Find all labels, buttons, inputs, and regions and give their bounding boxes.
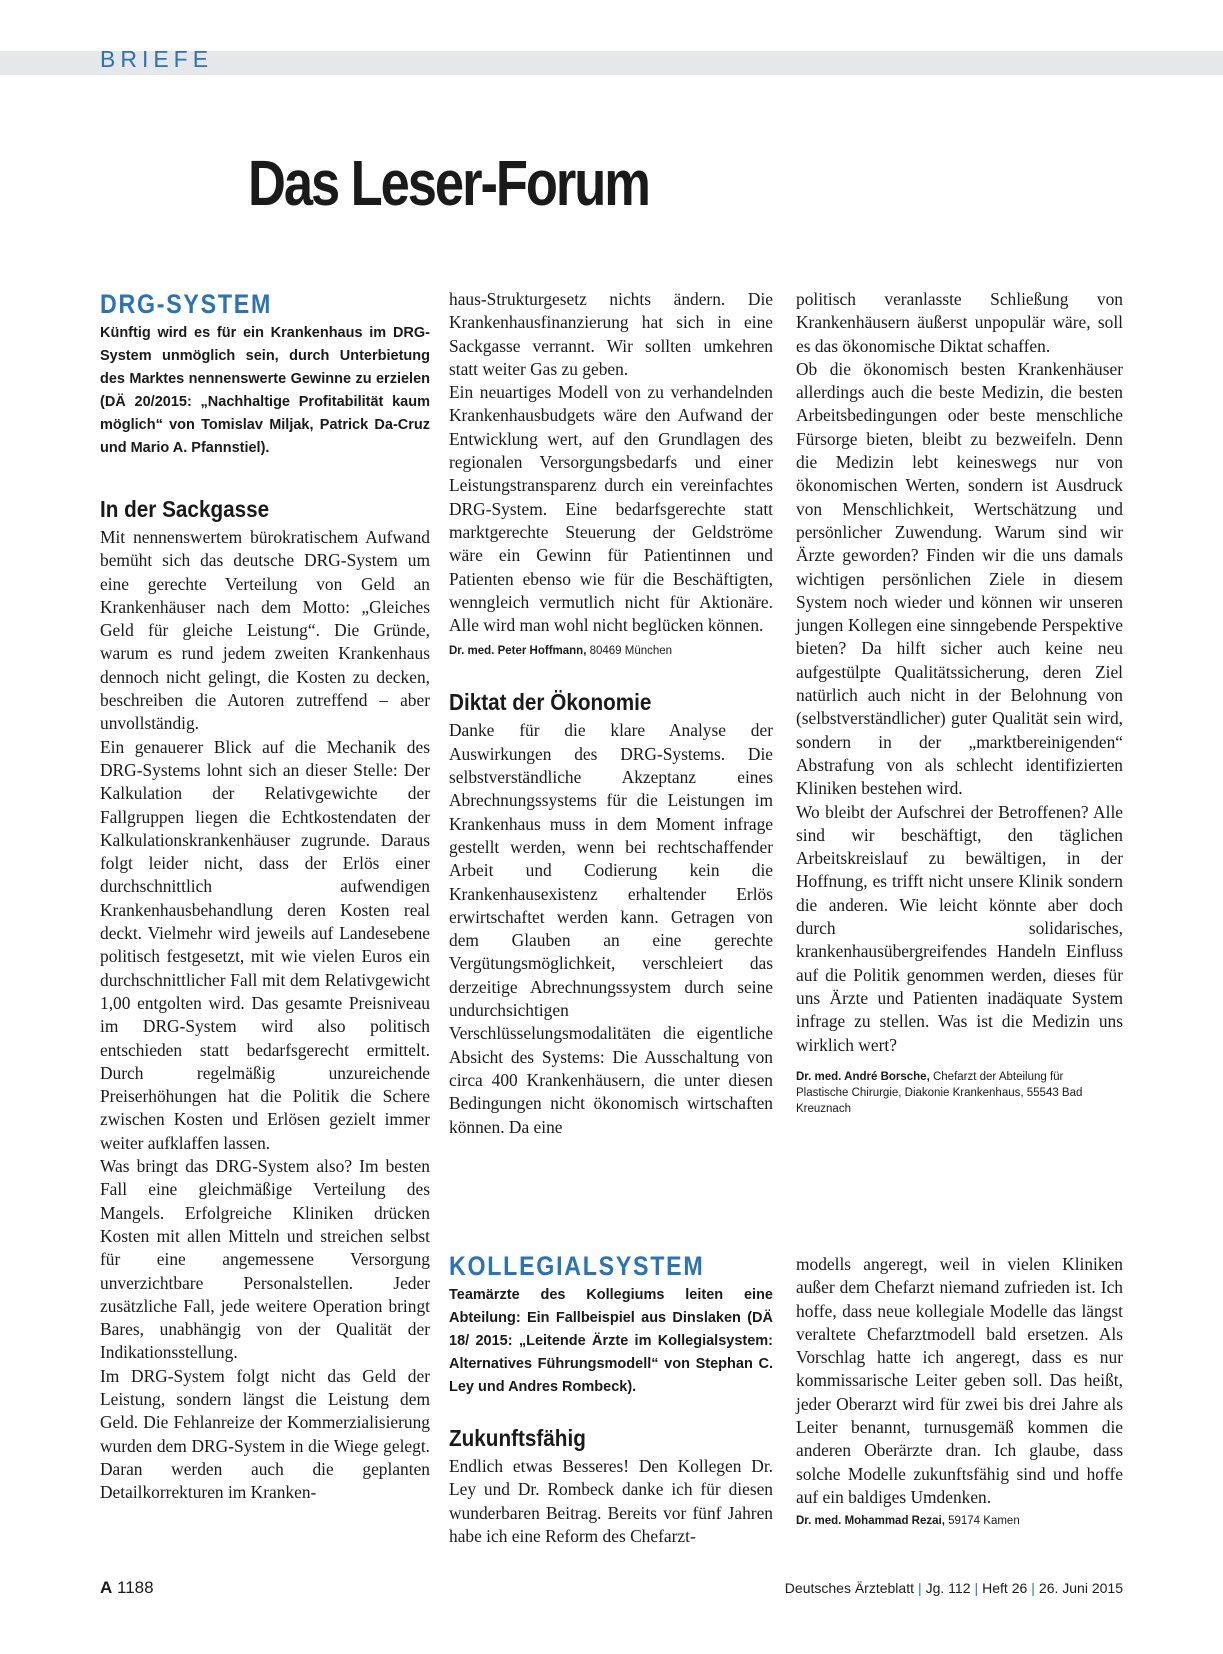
page-number-value: 1188	[117, 1578, 154, 1597]
teaser-kollegial: Teamärzte des Kollegiums leiten eine Abteilung: Ein Fallbeispiel aus Dinslaken (DÄ 18/ 2015: „Leitende Ärzte im Kollegialsystem: Alternatives Führungsmodell“ von Stephan C. Ley und Andres Rombeck).	[449, 1287, 773, 1395]
page-prefix: A	[100, 1578, 113, 1597]
journal-name: Deutsches Ärzteblatt	[784, 1580, 914, 1596]
signature-details: 80469 München	[586, 645, 673, 658]
topic-kollegialsystem: KOLLEGIALSYSTEM	[449, 1251, 705, 1281]
journal-volume: Jg. 112	[925, 1580, 971, 1596]
separator: |	[917, 1580, 922, 1596]
column-3	[796, 288, 1123, 1117]
letter-title-diktat: Diktat der Ökonomie	[449, 689, 652, 716]
page-number	[100, 1578, 154, 1598]
letter-body-sackgasse-part2: haus-Strukturgesetz nichts ändern. Die Krankenhausfinanzierung hat sich in eine Sackgasse verrannt. Wir sollten umkehren statt weiter Gas zu geben. Ein neuartiges Modell von zu verhandelnden Krankenhausbudgets wäre den Aufwand der Entwicklung wert, auf den Grundlagen des regionalen Versorgungsbedarfs und einer Leistungstransparenz durch ein vereinfachtes DRG-System. Eine bedarfsgerechte statt marktgerechte Steuerung der Geldströme wäre ein Gewinn für Patientinnen und Patienten ebenso wie für die Beschäftigten, wenngleich vermutlich nicht für Aktionäre. Alle wird man wohl nicht beglücken können.	[449, 289, 773, 636]
signature-rezai	[796, 1513, 1123, 1529]
separator: |	[1031, 1580, 1035, 1596]
letter-body-diktat-part1: Danke für die klare Analyse der Auswirkungen des DRG-Systems. Die selbstverständliche Akzeptanz eines Abrechnungssystems für die Leistungen im Krankenhaus muss in dem Moment infrage gestellt werden, wenn bei rechtschaffender Arbeit und Codierung kein die Krankenhausexistenz erhaltender Erlös erwirtschaftet werden kann. Getragen von dem Glauben an eine gerechte Vergütungsmöglichkeit, verschleiert das derzeitige Abrechnungssystem durch seine undurchsichtigen Verschlüsselungsmodalitäten die eigentliche Absicht des Systems: Die Ausschaltung von circa 400 Krankenhäusern, die unter diesen Bedingungen nicht ökonomisch wirtschaften können. Da eine	[449, 720, 773, 1137]
signature-borsche	[796, 1069, 1086, 1117]
topic-drg-system: DRG-SYSTEM	[100, 289, 273, 319]
signature-name: Dr. med. Mohammad Rezai,	[796, 1515, 945, 1528]
kollegial-column-2	[449, 1250, 773, 1548]
signature-details: Chefarzt der Abteilung für Plastische Chirurgie, Diakonie Krankenhaus, 55543 Bad Kreuznach	[796, 1070, 1083, 1115]
letter-body-zukunftsfaehig-part2: modells angeregt, weil in vielen Kliniken außer dem Chefarzt niemand zufrieden ist. Ich hoffe, dass neue kollegiale Modelle das längst veraltete Chefarztmodell bald ersetzen. Als Vorschlag hatte ich angeregt, dass es nur kommissarische Leiter geben soll. Das heißt, jeder Oberarzt wird für zwei bis drei Jahre als Leiter benannt, turnusgemäß kommen die anderen Oberärzte dran. Ich glaube, dass solche Modelle zukunftsfähig sind und hoffe auf ein baldiges Umdenken.	[796, 1254, 1123, 1507]
column-2	[449, 288, 773, 1139]
journal-info	[785, 1580, 1123, 1596]
letter-title-sackgasse: In der Sackgasse	[100, 496, 270, 522]
kollegial-column-3	[796, 1253, 1123, 1529]
letter-body-sackgasse-part1: Mit nennenswertem bürokratischem Aufwand bemüht sich das deutsche DRG-System um eine gerechte Verteilung von Geld an Krankenhäuser nach dem Motto: „Gleiches Geld für gleiche Leistung“. Die Gründe, warum es rund jedem zweiten Krankenhaus dennoch nicht gelingt, die Kosten zu decken, beschreiben die Autoren zutreffend – aber unvollständig. Ein genauerer Blick auf die Mechanik des DRG-Systems lohnt sich an dieser Stelle: Der Kalkulation der Relativgewichte der Fallgruppen liegen die Echtkostendaten der Kalkulationskrankenhäuser zugrunde. Daraus folgt leider nicht, dass der Erlös einer durchschnittlich aufwendigen Krankenhausbehandlung deren Kosten real deckt. Vielmehr wird jeweils auf Landesebene politisch festgesetzt, mit wie vielen Euros ein durchschnittlicher Fall mit dem Relativgewicht 1,00 entgolten wird. Das gesamte Preisniveau im DRG-System wird also politisch entschieden statt bedarfsgerecht ermittelt. Durch regelmäßig unzureichende Preiserhöhungen hat die Politik die Schere zwischen Kosten und Erlösen gezielt immer weiter aufklaffen lassen. Was bringt das DRG-System also? Im besten Fall eine gleichmäßige Verteilung des Mangels. Erfolgreiche Kliniken drücken Kosten mit allen Mitteln und streichen selbst für eine angemessene Versorgung unverzichtbare Personalstellen. Jeder zusätzliche Fall, jede weitere Operation bringt Bares, unabhängig von der Qualität der Indikationsstellung. Im DRG-System folgt nicht das Geld der Leistung, sondern längst die Leistung dem Geld. Die Fehlanreize der Kommerzialisierung wurden dem DRG-System in die Wiege gelegt. Daran werden auch die geplanten Detailkorrekturen im Kranken-	[100, 527, 430, 1503]
signature-name: Dr. med. Peter Hoffmann,	[449, 645, 587, 658]
page-title: Das Leser-Forum	[248, 147, 649, 219]
signature-details: 59174 Kamen	[944, 1515, 1020, 1528]
separator: |	[974, 1580, 979, 1596]
teaser-drg: Künftig wird es für ein Krankenhaus im DRG-System unmöglich sein, durch Unterbietung des Marktes nennenswerte Gewinne zu erzielen (DÄ 20/2015: „Nachhaltige Profitabilität kaum möglich“ von Tomislav Miljak, Patrick Da-Cruz und Mario A. Pfannstiel).	[100, 325, 430, 456]
journal-issue: Heft 26	[982, 1580, 1028, 1596]
letter-body-diktat-part2: politisch veranlasste Schließung von Krankenhäusern äußerst unpopulär wäre, soll es das ökonomische Diktat schaffen. Ob die ökonomisch besten Krankenhäuser allerdings auch die beste Medizin, die besten Arbeitsbedingungen oder beste menschliche Fürsorge bieten, bleibt zu bezweifeln. Denn die Medizin lebt keineswegs nur von ökonomischen Werten, sondern ist Ausdruck von Menschlichkeit, Wertschätzung und persönlicher Zuwendung. Warum sind wir Ärzte geworden? Finden wir die uns damals wichtigen persönlichen Ziele in diesem System noch wieder und können wir unseren jungen Kollegen eine sinngebende Perspektive bieten? Da hilft sicher auch keine neu aufgestülpte Qualitätssicherung, deren Ziel natürlich auch nicht in der Belohnung von (selbstverständlicher) guter Qualität sein wird, sondern in der „marktbereinigenden“ Abstrafung von als schlecht identifizierten Kliniken bestehen wird. Wo bleibt der Aufschrei der Betroffenen? Alle sind wir beschäftigt, den täglichen Arbeitskreislauf zu bewältigen, in der Hoffnung, es trifft nicht unsere Klinik sondern die anderen. Wie leicht könnte aber doch durch solidarisches, krankenhausübergreifendes Handeln Einfluss auf die Politik genommen werden, dieses für uns Ärzte und Patienten inadäquate System infrage zu stellen. Was ist die Medizin uns wirklich wert?	[796, 289, 1123, 1055]
journal-date: 26. Juni 2015	[1038, 1580, 1123, 1596]
column-1	[100, 288, 430, 1504]
letter-title-zukunftsfaehig: Zukunftsfähig	[449, 1425, 586, 1451]
section-label: BRIEFE	[100, 46, 214, 72]
signature-name: Dr. med. André Borsche,	[796, 1070, 930, 1083]
letter-body-zukunftsfaehig-part1: Endlich etwas Besseres! Den Kollegen Dr. Ley und Dr. Rombeck danke ich für diesen wunderbaren Beitrag. Bereits vor fünf Jahren habe ich eine Reform des Chefarzt-	[449, 1456, 773, 1546]
signature-hoffmann	[449, 643, 773, 659]
